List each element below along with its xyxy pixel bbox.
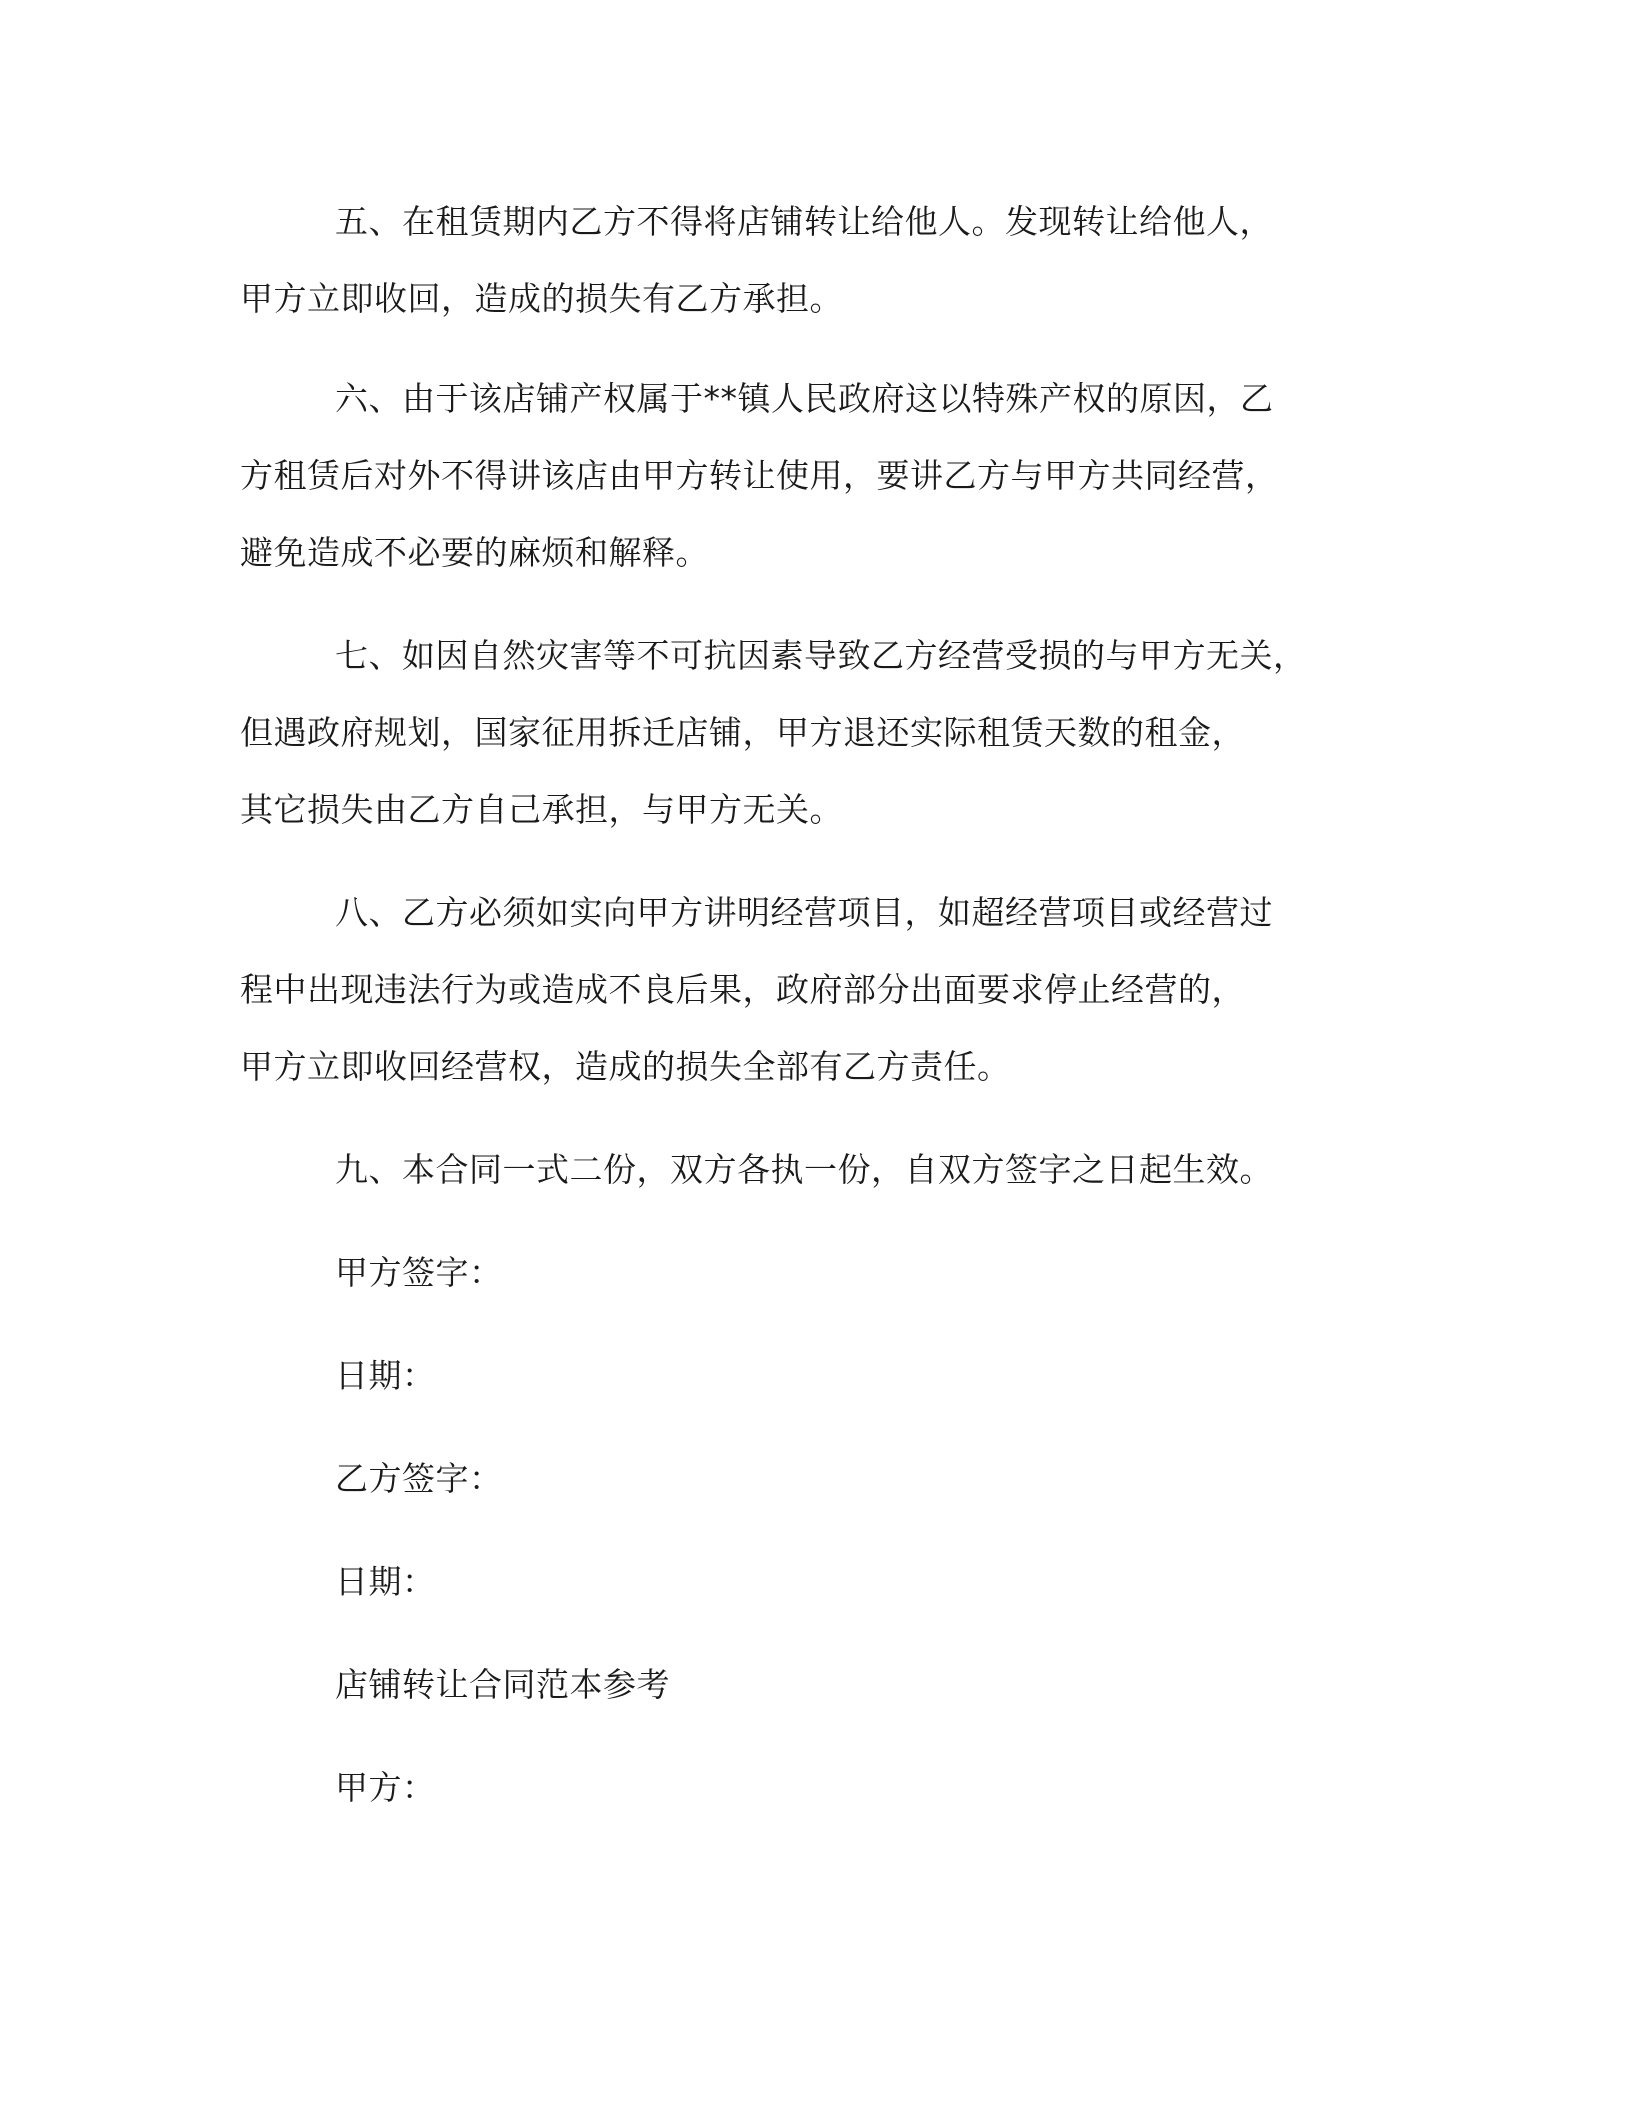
clause-6-line-1: 六、由于该店铺产权属于**镇人民政府这以特殊产权的原因，乙 [335,379,1274,418]
clause-8-line-2: 程中出现违法行为或造成不良后果，政府部分出面要求停止经营的， [240,970,1245,1009]
template-title: 店铺转让合同范本参考 [335,1665,670,1704]
party-b-signature-line [240,1440,1400,1517]
party-a-line [240,1749,1400,1826]
party-a-label: 甲方： [335,1768,436,1807]
date-label-2: 日期： [335,1562,436,1601]
date-line-2 [240,1543,1400,1620]
clause-5-line-1: 五、在租赁期内乙方不得将店铺转让给他人。发现转让给他人， [335,202,1273,241]
clause-8 [240,874,1400,1105]
clause-6-line-2: 方租赁后对外不得讲该店由甲方转让使用，要讲乙方与甲方共同经营， [240,456,1279,495]
clause-7-line-1: 七、如因自然灾害等不可抗因素导致乙方经营受损的与甲方无关， [335,636,1307,675]
clause-5 [240,183,1400,337]
clause-8-line-3: 甲方立即收回经营权，造成的损失全部有乙方责任。 [240,1047,1011,1086]
clause-5-line-2: 甲方立即收回，造成的损失有乙方承担。 [240,279,843,318]
clause-7-line-2: 但遇政府规划，国家征用拆迁店铺，甲方退还实际租赁天数的租金， [240,713,1245,752]
party-b-signature-label: 乙方签字： [335,1459,503,1498]
party-a-signature-label: 甲方签字： [335,1253,503,1292]
clause-9 [240,1131,1400,1208]
clause-6 [240,360,1400,591]
clause-7-line-3: 其它损失由乙方自己承担，与甲方无关。 [240,790,843,829]
clause-7 [240,617,1400,848]
clause-8-line-1: 八、乙方必须如实向甲方讲明经营项目，如超经营项目或经营过 [335,893,1273,932]
clause-6-line-3: 避免造成不必要的麻烦和解释。 [240,533,709,572]
date-line-1 [240,1337,1400,1414]
clause-9-line: 九、本合同一式二份，双方各执一份，自双方签字之日起生效。 [335,1150,1273,1189]
date-label-1: 日期： [335,1356,436,1395]
template-title-line [240,1646,1400,1723]
party-a-signature-line [240,1234,1400,1311]
